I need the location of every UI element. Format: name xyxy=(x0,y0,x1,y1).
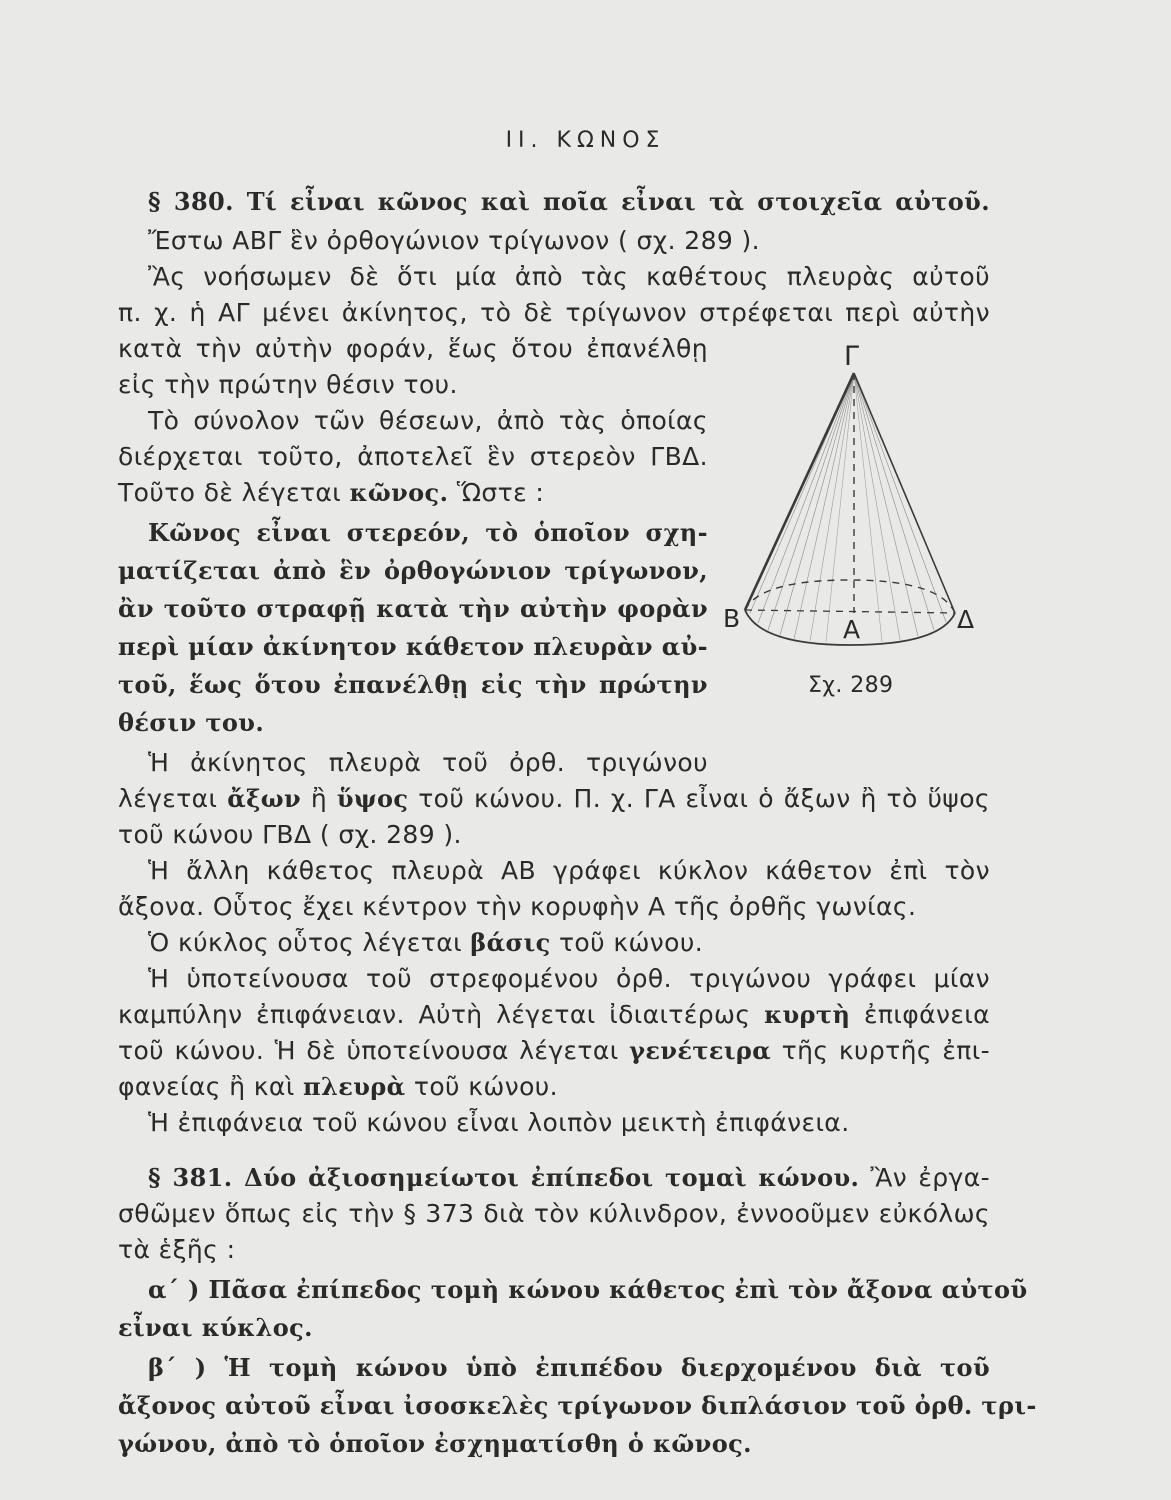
label-right: Δ xyxy=(957,605,975,634)
text-segment: Τοῦτο δὲ λέγεται xyxy=(118,478,342,507)
text-line: π. χ. ἡ ΑΓ μένει ἀκίνητος, τὸ δὲ τρίγωνον στρέφεται περὶ αὐτὴν xyxy=(118,298,990,327)
text-line xyxy=(118,997,990,1033)
hatch-line xyxy=(854,373,934,630)
definition-line: ἂν τοῦτο στραφῇ κατὰ τὴν αὐτὴν φορὰν xyxy=(118,594,708,623)
definition-line: ματίζεται ἀπὸ ἓν ὀρθογώνιον τρίγωνον, xyxy=(118,556,708,585)
text-line: εἰς τὴν πρώτην θέσιν του. xyxy=(118,370,458,399)
text-line xyxy=(148,925,990,961)
hatch-line xyxy=(810,373,854,641)
text-segment: τῆς κυρτῆς ἐπι- xyxy=(781,1036,990,1065)
text-line xyxy=(118,781,990,817)
text-segment: τοῦ κώνου. xyxy=(413,1072,558,1101)
proposition-line: ἄξονος αὐτοῦ εἶναι ἰσοσκελὲς τρίγωνον διπλάσιον τοῦ ὀρθ. τρι- xyxy=(118,1391,1037,1420)
text-line: ἄξονα. Οὗτος ἔχει κέντρον τὴν κορυφὴν Α τῆς ὀρθῆς γωνίας. xyxy=(118,892,917,921)
text-line xyxy=(118,1033,990,1069)
text-line: διέρχεται τοῦτο, ἀποτελεῖ ἓν στερεὸν ΓΒΔ. xyxy=(118,442,708,471)
term-generatrix: γενέτειρα xyxy=(629,1036,772,1065)
label-left: Β xyxy=(723,604,741,633)
definition-line: τοῦ, ἕως ὅτου ἐπανέλθῃ εἰς τὴν πρώτην xyxy=(118,670,708,699)
label-apex: Γ xyxy=(844,345,860,372)
cone-figure xyxy=(720,345,980,655)
text-line: κατὰ τὴν αὐτὴν φοράν, ἕως ὅτου ἐπανέλθῃ xyxy=(118,334,708,363)
hatch-line xyxy=(854,373,946,622)
text-segment: Ὁ κύκλος οὗτος λέγεται xyxy=(148,928,462,957)
text-segment: καμπύλην ἐπιφάνειαν. Αὐτὴ λέγεται ἰδιαιτέρως xyxy=(118,1000,751,1029)
section-380-heading: § 380. Τί εἶναι κῶνος καὶ ποῖα εἶναι τὰ στοιχεῖα αὐτοῦ. xyxy=(148,187,990,216)
text-segment: Ἂν ἐργα- xyxy=(870,1163,990,1192)
hatch-line xyxy=(854,373,918,636)
text-segment: τοῦ κώνου. xyxy=(558,928,704,957)
base-radius xyxy=(745,610,955,613)
cone-left-edge xyxy=(745,373,854,610)
proposition-line: β΄ ) Ἡ τομὴ κώνου ὑπὸ ἐπιπέδου διερχομένου διὰ τοῦ xyxy=(148,1353,990,1382)
hatch-line xyxy=(854,373,900,640)
label-center: Α xyxy=(843,615,861,644)
text-line: Ἂς νοήσωμεν δὲ ὅτι μία ἀπὸ τὰς καθέτους πλευρὰς αὐτοῦ xyxy=(148,262,990,291)
text-line: Ἡ ἀκίνητος πλευρὰ τοῦ ὀρθ. τριγώνου xyxy=(148,748,708,777)
hatch-line xyxy=(768,373,854,630)
proposition-line: εἶναι κύκλος. xyxy=(118,1313,313,1342)
text-line: σθῶμεν ὅπως εἰς τὴν § 373 διὰ τὸν κύλινδρον, ἐννοοῦμεν εὐκόλως xyxy=(118,1199,990,1228)
text-line: Ἡ ἐπιφάνεια τοῦ κώνου εἶναι λοιπὸν μεικτὴ ἐπιφάνεια. xyxy=(148,1108,850,1137)
hatch-line xyxy=(780,373,854,635)
text-line: τοῦ κώνου ΓΒΔ ( σχ. 289 ). xyxy=(118,820,462,849)
hatch-line xyxy=(854,373,882,642)
text-line: Ἡ ὑποτείνουσα τοῦ στρεφομένου ὀρθ. τριγώνου γράφει μίαν xyxy=(148,964,990,993)
text-line: Τὸ σύνολον τῶν θέσεων, ἀπὸ τὰς ὁποίας xyxy=(148,406,708,435)
text-segment: τοῦ κώνου. Π. χ. ΓΑ εἶναι ὁ ἄξων ἢ τὸ ὕψος xyxy=(418,784,990,813)
term-side: πλευρὰ xyxy=(303,1072,406,1101)
text-segment: φανείας ἢ καὶ xyxy=(118,1072,295,1101)
hatch-line xyxy=(826,373,854,642)
cone-right-edge xyxy=(854,373,955,613)
definition-line: Κῶνος εἶναι στερεόν, τὸ ὁποῖον σχη- xyxy=(148,518,708,547)
proposition-line: α΄ ) Πᾶσα ἐπίπεδος τομὴ κώνου κάθετος ἐπὶ τὸν ἄξονα αὐτοῦ xyxy=(148,1275,1028,1304)
text-segment: τοῦ κώνου. Ἡ δὲ ὑποτείνουσα λέγεται xyxy=(118,1036,619,1065)
term-axis: ἄξων xyxy=(227,784,302,813)
term-base: βάσις xyxy=(470,928,551,957)
term-height: ὕψος xyxy=(336,784,409,813)
section-381-heading-line xyxy=(148,1160,990,1196)
chapter-title: ΙΙ. ΚΩΝΟΣ xyxy=(505,128,666,153)
text-segment: ἐπιφάνεια xyxy=(863,1000,990,1029)
term-cone: κῶνος. xyxy=(349,478,449,507)
term-convex: κυρτὴ xyxy=(764,1000,851,1029)
text-segment: ἢ xyxy=(310,784,328,813)
figure-caption: Σχ. 289 xyxy=(808,673,894,698)
text-segment: Ὥστε : xyxy=(456,478,545,507)
text-line: τὰ ἑξῆς : xyxy=(118,1235,236,1264)
definition-line: περὶ μίαν ἀκίνητον κάθετον πλευρὰν αὐ- xyxy=(118,632,708,661)
definition-line: θέσιν του. xyxy=(118,708,265,737)
proposition-line: γώνου, ἀπὸ τὸ ὁποῖον ἐσχηματίσθη ὁ κῶνος. xyxy=(118,1429,752,1458)
text-line xyxy=(118,1069,990,1105)
text-segment: λέγεται xyxy=(118,784,218,813)
section-381-heading: § 381. Δύο ἀξιοσημείωτοι ἐπίπεδοι τομαὶ κώνου. xyxy=(148,1163,860,1192)
text-line: Ἡ ἄλλη κάθετος πλευρὰ ΑΒ γράφει κύκλον κάθετον ἐπὶ τὸν xyxy=(148,856,990,885)
text-line: Ἔστω ΑΒΓ ἓν ὀρθογώνιον τρίγωνον ( σχ. 289 ). xyxy=(148,226,761,255)
